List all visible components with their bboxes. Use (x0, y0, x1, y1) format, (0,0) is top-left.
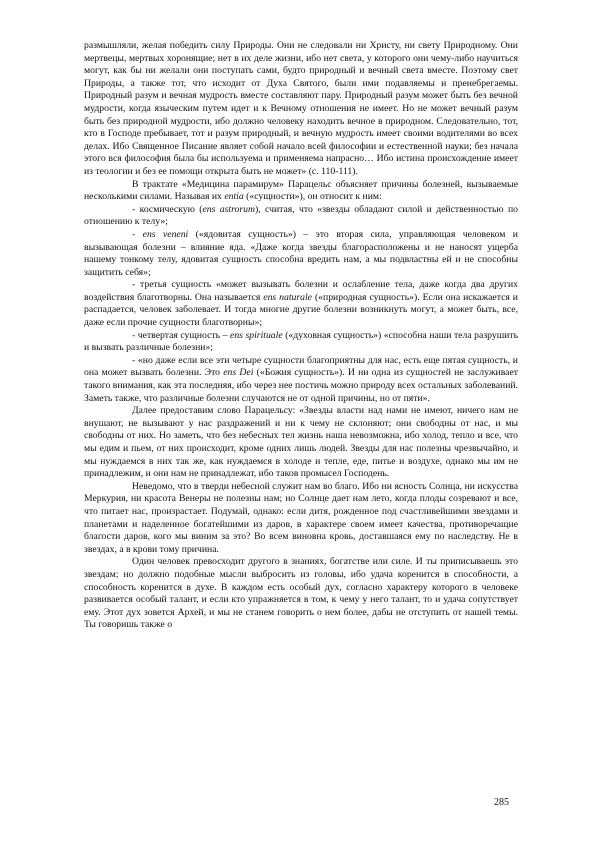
text-run: В трактате «Медицина парамирум» Парацельс объясняет причины болезней, вызываемые несколькими силами. Называя их (84, 178, 518, 203)
paragraph (84, 556, 518, 632)
text-run: («духовная сущность») «способна наши тела разрушить и вызвать различные болезни»; (84, 329, 518, 354)
text-run: («Божия сущность»). И ни одна из сущностей не заслуживает такого внимания, как эта последняя, ибо через нее постичь можно природу всех остальных заболеваний. Заметь также, что различные болезни случаются не от одной причины, но от пяти». (84, 367, 518, 404)
italic-term: ens veneni (142, 228, 189, 240)
text-run: («природная сущность»). Если она искажается и распадается, человек заболевает. И тогда многие другие болезни возникнуть могут, а может быть, все, даже если прочие сущности благотворны»; (84, 291, 518, 329)
text-run: - третья сущность «может вызывать болезни и ослабление тела, даже когда два других воздействия благотворны. Она называется (84, 279, 518, 303)
text-run: ), считая, что «звезды обладают силой и действенностью по отношению к телу»; (84, 203, 518, 228)
text-run: («ядовитая сущность») – это вторая сила, управляющая человеком и вызывающая болезни – влияние яда. «Даже когда звезды благорасположены и не наносят ущерба нашему тонкому телу, ядовитая сущность способна вредить нам, а мы подвластны ей и не способны защитить себя»; (84, 228, 518, 278)
italic-term: ens astrorum (202, 203, 255, 215)
italic-term: ens naturale (263, 291, 312, 303)
paragraph (84, 355, 518, 405)
italic-term: ens Dei (223, 367, 254, 379)
paragraph (84, 40, 518, 179)
text-run: - «но даже если все эти четыре сущности благоприятны для нас, есть еще пятая сущность, и она может вызвать болезни. Это (84, 354, 518, 379)
paragraph (84, 279, 518, 329)
italic-term: ens spirituale (230, 329, 283, 341)
paragraph (84, 481, 518, 557)
text-run: Далее предоставим слово Парацельсу: «Звезды власти над нами не имеют, ничего нам не внушают, не вызывают у нас раздражений и ни к чему не склоняют; они свободны от нас, и мы свободны от них. Но заметь, что без небесных тел жизнь наша невозможна, ибо холод, тепло и все, что мы едим и пьем, от них происходит, кроме одних лишь людей. Звезды для нас полезны чрезвычайно, и мы нуждаемся в них так же, как нуждаемся в холоде и тепле, еде, питье и воздухе, однако мы им не принадлежим, и они нам не принадлежат, ибо таков промысел Господень. (84, 405, 518, 480)
document-body (84, 40, 518, 632)
text-run: - (132, 228, 143, 240)
paragraph (84, 204, 518, 229)
paragraph (84, 405, 518, 481)
paragraph (84, 179, 518, 204)
text-run: размышляли, желая победить силу Природы. Они не следовали ни Христу, ни свету Природному. Они мертвецы, мертвых хоронящие; нет в их деле жизни, ибо нет света, у которого они чему-либо научиться могут, как бы ни желали они поступать сами, будто природный и вечный света вместе. Поэтому свет Природы, а также тот, что исходит от Духа Святого, были ими подавляемы и пренебрегаемы. Природный разум и вечная мудрость вместе составляют пару. Природный разум может быть без вечной мудрости, когда языческим путем идет и к Вечному отношения не имеет. Но не может вечный разум быть без природной мудрости, ибо должно человеку находить вечное в природном. Следовательно, тот, кто в Господе пребывает, тот и разум природный, и вечную мудрость имеет своими водителями во всех делах. Ибо Священное Писание являет собой начало всей философии и естественной науки; без начала этого вся философия была бы используема и применяема напрасно… Ибо истина происхождение имеет из теологии и без ее помощи открыта быть не может» (с. 110-111). (84, 40, 518, 177)
text-run: - космическую ( (132, 203, 203, 215)
page-number: 285 (494, 797, 509, 808)
text-run: Неведомо, что в тверди небесной служит нам во благо. Ибо ни ясность Солнца, ни искусства Меркурия, ни красота Венеры не полезны нам; но Солнце дает нам лето, когда плоды созревают и все, что питает нас, произрастает. Подумай, однако: если дитя, рожденное под счастливейшими звездами и планетами и наделенное богатейшими из даров, в характере своем имеет качества, противоречащие благости даров, кого мы виним за это? Во всем виновна кровь, доставшаяся ему по наследству. Не в звездах, а в крови тому причина. (84, 480, 518, 555)
text-run: Один человек превосходит другого в знаниях, богатстве или силе. И ты приписываешь это звездам; но должно подобные мысли выбросить из головы, ибо удача коренится в способности, а способность коренится в духе. В каждом есть особый дух, согласно характеру которого в человеке развивается особый талант, и если кто упражняется в том, к чему у него талант, то и удача сопутствует ему. Этот дух зовется Архей, и мы не станем говорить о нем более, дабы не отступить от нашей темы. Ты говоришь также о (84, 556, 518, 631)
text-run: («сущности»), он относит к ним: (243, 191, 382, 203)
italic-term: entia (224, 191, 244, 203)
paragraph (84, 330, 518, 355)
paragraph (84, 229, 518, 279)
text-run: - четвертая сущность – (132, 329, 231, 341)
